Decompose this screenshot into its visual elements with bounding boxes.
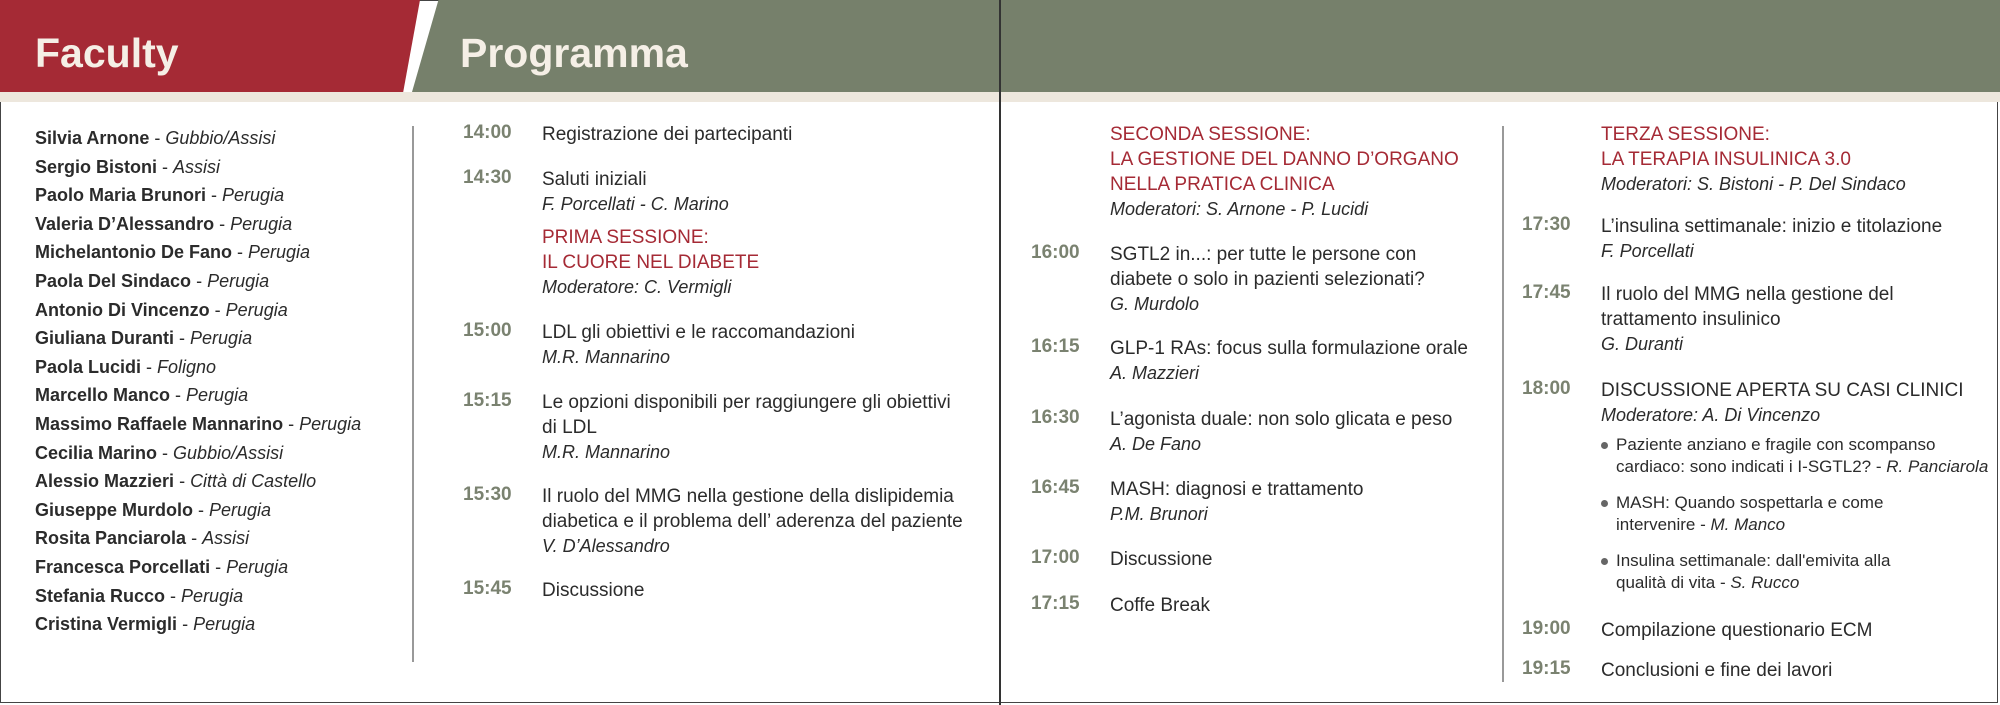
program-item — [1522, 618, 1998, 658]
faculty-name: Sergio Bistoni — [35, 156, 158, 177]
column-divider — [1502, 126, 1504, 682]
item-time: 17:15 — [1031, 593, 1080, 614]
item-title: L’agonista duale: non solo glicata e peso — [1110, 409, 1453, 430]
program-item — [463, 167, 1003, 225]
item-speaker: G. Duranti — [1601, 334, 1684, 354]
item-title: Discussione — [542, 580, 645, 601]
case-bullet: Paziente anziano e fragile con scompanso cardiaco: sono indicati i I-SGTL2? - R. Panciarola — [1601, 434, 1998, 478]
item-time: 15:00 — [463, 320, 512, 341]
faculty-name: Cecilia Marino — [35, 442, 158, 463]
bullet-text: cardiaco: sono indicati i I-SGTL2? — [1616, 457, 1872, 476]
faculty-title: Faculty — [35, 30, 179, 76]
item-title: Le opzioni disponibili per raggiungere gli obiettivi — [542, 392, 951, 413]
faculty-name: Paola Lucidi — [35, 356, 142, 377]
faculty-name: Paolo Maria Brunori — [35, 185, 207, 206]
faculty-name: Giuliana Duranti — [35, 328, 175, 349]
faculty-row: Alessio Mazzieri - Città di Castello — [35, 471, 317, 492]
item-speaker: A. De Fano — [1110, 434, 1202, 454]
item-time: 19:15 — [1522, 658, 1571, 679]
bullet-text: qualità di vita — [1616, 573, 1716, 592]
program-item — [1522, 282, 1998, 378]
session-title: NELLA PRATICA CLINICA — [1110, 174, 1335, 195]
item-time: 16:00 — [1031, 242, 1080, 263]
item-title: GLP-1 RAs: focus sulla formulazione orale — [1110, 338, 1468, 359]
program-item — [1031, 593, 1491, 623]
item-title: di LDL — [542, 417, 597, 438]
session-moderator: Moderatori: S. Arnone - P. Lucidi — [1110, 199, 1369, 219]
faculty-city: Perugia — [299, 413, 362, 434]
session-title: TERZA SESSIONE: — [1601, 124, 1770, 145]
bullet-speaker: R. Panciarola — [1886, 457, 1989, 476]
program-item — [1031, 336, 1491, 407]
faculty-city: Perugia — [193, 614, 256, 635]
program-item — [1522, 378, 1998, 618]
item-title: Il ruolo del MMG nella gestione del — [1601, 284, 1894, 305]
item-time: 17:00 — [1031, 547, 1080, 568]
program-item — [1522, 214, 1998, 282]
program-item — [463, 484, 1003, 578]
faculty-name: Antonio Di Vincenzo — [35, 299, 210, 320]
program-item — [1031, 407, 1491, 477]
faculty-name: Valeria D’Alessandro — [35, 213, 215, 234]
item-title: diabetica e il problema dell’ aderenza del paziente — [542, 511, 963, 532]
case-bullet: Insulina settimanale: dall'emivita alla qualità di vita - S. Rucco — [1601, 550, 1998, 594]
faculty-row: Paola Del Sindaco - Perugia — [35, 270, 270, 291]
faculty-city: Perugia — [190, 328, 253, 349]
faculty-city: Perugia — [222, 185, 285, 206]
item-time: 19:00 — [1522, 618, 1571, 639]
faculty-city: Assisi — [202, 528, 250, 549]
bullet-speaker: S. Rucco — [1730, 573, 1800, 592]
bullet-text: intervenire — [1616, 515, 1696, 534]
program-item — [1031, 547, 1491, 593]
faculty-row: Silvia Arnone - Gubbio/Assisi — [35, 128, 276, 148]
program-header-band-right — [1000, 0, 2000, 92]
item-time: 18:00 — [1522, 378, 1571, 399]
faculty-city: Perugia — [248, 242, 311, 263]
session-heading — [542, 225, 1003, 320]
faculty-row: Massimo Raffaele Mannarino - Perugia — [35, 413, 362, 434]
faculty-city: Perugia — [226, 556, 289, 577]
session-moderator: Moderatore: C. Vermigli — [542, 277, 732, 297]
faculty-city: Foligno — [157, 356, 217, 377]
faculty-row: Giuliana Duranti - Perugia — [35, 328, 253, 349]
faculty-city: Perugia — [209, 499, 272, 520]
faculty-row: Cecilia Marino - Gubbio/Assisi — [35, 442, 284, 463]
item-title: L’insulina settimanale: inizio e titolazione — [1601, 216, 1943, 237]
program-item — [463, 390, 1003, 484]
item-speaker: F. Porcellati - C. Marino — [542, 194, 729, 214]
faculty-row: Rosita Panciarola - Assisi — [35, 528, 250, 549]
faculty-city: Perugia — [225, 299, 288, 320]
program-column-2 — [1031, 122, 1491, 623]
faculty-row: Paola Lucidi - Foligno — [35, 356, 217, 377]
faculty-name: Michelantonio De Fano — [35, 242, 233, 263]
session-heading — [1110, 122, 1491, 242]
faculty-city: Assisi — [173, 156, 221, 177]
item-title: Discussione — [1110, 549, 1213, 570]
session-title: LA GESTIONE DEL DANNO D’ORGANO — [1110, 149, 1459, 170]
faculty-name: Rosita Panciarola — [35, 528, 187, 549]
item-time: 17:45 — [1522, 282, 1571, 303]
faculty-name: Cristina Vermigli — [35, 614, 178, 635]
item-time: 15:30 — [463, 484, 512, 505]
faculty-name: Alessio Mazzieri — [35, 471, 175, 492]
bullet-text: MASH: Quando sospettarla e come — [1616, 493, 1884, 512]
faculty-name: Massimo Raffaele Mannarino — [35, 413, 284, 434]
faculty-row: Cristina Vermigli - Perugia — [35, 614, 256, 635]
faculty-name: Marcello Manco — [35, 385, 171, 406]
faculty-row: Stefania Rucco - Perugia — [35, 585, 244, 606]
item-time: 15:45 — [463, 578, 512, 599]
item-speaker: M.R. Mannarino — [542, 442, 671, 462]
faculty-row: Sergio Bistoni - Assisi — [35, 156, 221, 177]
item-time: 15:15 — [463, 390, 512, 411]
bullet-text: Paziente anziano e fragile con scompanso — [1616, 435, 1936, 454]
faculty-city: Città di Castello — [190, 471, 317, 492]
program-item — [463, 578, 1003, 608]
program-item — [463, 122, 1003, 167]
item-title: Saluti iniziali — [542, 169, 647, 190]
item-title: LDL gli obiettivi e le raccomandazioni — [542, 322, 855, 343]
column-divider — [412, 126, 414, 662]
bullet-text: Insulina settimanale: dall'emivita alla — [1616, 551, 1891, 570]
item-title: Conclusioni e fine dei lavori — [1601, 660, 1833, 681]
program-item — [1031, 242, 1491, 336]
session-title: PRIMA SESSIONE: — [542, 227, 709, 248]
faculty-name: Giuseppe Murdolo — [35, 499, 194, 520]
program-title: Programma — [460, 30, 688, 76]
program-item — [463, 320, 1003, 390]
item-speaker: P.M. Brunori — [1110, 504, 1208, 524]
item-title: Il ruolo del MMG nella gestione della dislipidemia — [542, 486, 954, 507]
faculty-name: Silvia Arnone — [35, 128, 150, 148]
faculty-row: Antonio Di Vincenzo - Perugia — [35, 299, 288, 320]
session-title: IL CUORE NEL DIABETE — [542, 252, 760, 273]
item-moderator: Moderatore: A. Di Vincenzo — [1601, 405, 1821, 425]
program-item — [1031, 477, 1491, 547]
faculty-city: Perugia — [230, 213, 293, 234]
faculty-city: Gubbio/Assisi — [173, 442, 284, 463]
faculty-city: Perugia — [186, 385, 249, 406]
program-item — [1522, 658, 1998, 688]
faculty-row: Valeria D’Alessandro - Perugia — [35, 213, 293, 234]
faculty-name: Francesca Porcellati — [35, 556, 211, 577]
faculty-row: Marcello Manco - Perugia — [35, 385, 249, 406]
session-title: SECONDA SESSIONE: — [1110, 124, 1311, 145]
item-speaker: G. Murdolo — [1110, 294, 1200, 314]
program-column-3 — [1522, 122, 1998, 688]
faculty-row: Paolo Maria Brunori - Perugia — [35, 185, 285, 206]
item-title: diabete o solo in pazienti selezionati? — [1110, 269, 1425, 290]
item-speaker: M.R. Mannarino — [542, 347, 671, 367]
session-title: LA TERAPIA INSULINICA 3.0 — [1601, 149, 1851, 170]
item-title: SGTL2 in...: per tutte le persone con — [1110, 244, 1417, 265]
item-time: 16:45 — [1031, 477, 1080, 498]
item-title: Coffe Break — [1110, 595, 1210, 616]
program-column-1 — [463, 122, 1003, 608]
case-bullet: MASH: Quando sospettarla e come intervenire - M. Manco — [1601, 492, 1998, 536]
session-moderator: Moderatori: S. Bistoni - P. Del Sindaco — [1601, 174, 1906, 194]
faculty-row: Michelantonio De Fano - Perugia — [35, 242, 311, 263]
faculty-city: Gubbio/Assisi — [165, 128, 276, 148]
item-speaker: A. Mazzieri — [1110, 363, 1200, 383]
item-speaker: F. Porcellati — [1601, 241, 1694, 261]
faculty-city: Perugia — [207, 270, 270, 291]
faculty-name: Stefania Rucco — [35, 585, 166, 606]
item-speaker: V. D’Alessandro — [542, 536, 670, 556]
bullet-speaker: M. Manco — [1710, 515, 1786, 534]
item-time: 16:30 — [1031, 407, 1080, 428]
item-time: 14:00 — [463, 122, 512, 143]
item-title: DISCUSSIONE APERTA SU CASI CLINICI — [1601, 380, 1964, 401]
faculty-list — [35, 124, 405, 639]
session-heading — [1601, 122, 1998, 214]
item-time: 14:30 — [463, 167, 512, 188]
faculty-name: Paola Del Sindaco — [35, 270, 192, 291]
item-time: 16:15 — [1031, 336, 1080, 357]
faculty-city: Perugia — [181, 585, 244, 606]
item-title: Compilazione questionario ECM — [1601, 620, 1873, 641]
item-title: Registrazione dei partecipanti — [542, 124, 793, 145]
item-title: MASH: diagnosi e trattamento — [1110, 479, 1364, 500]
item-title: trattamento insulinico — [1601, 309, 1781, 330]
faculty-row: Francesca Porcellati - Perugia — [35, 556, 289, 577]
item-time: 17:30 — [1522, 214, 1571, 235]
faculty-row: Giuseppe Murdolo - Perugia — [35, 499, 272, 520]
